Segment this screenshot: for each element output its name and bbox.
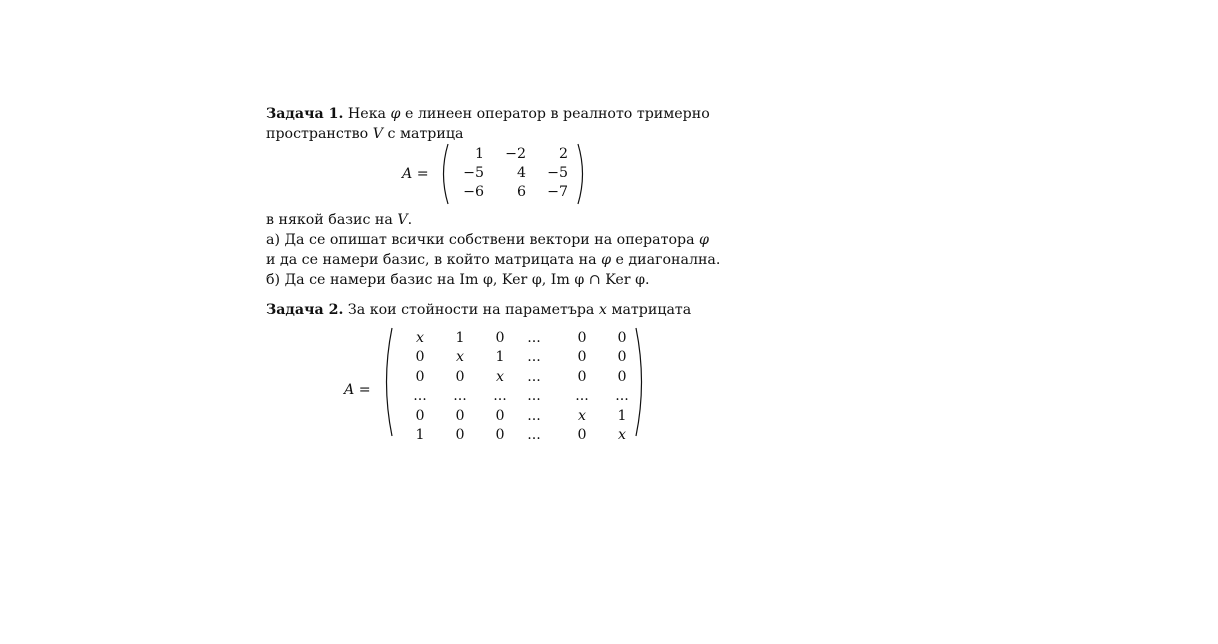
matrix-2-cell: ... [493,388,507,405]
matrix-2-cell: 0 [415,349,425,366]
matrix-1-label: A = [402,166,429,182]
p1-text: и да се намери базис, в който матрицата на [266,252,597,268]
matrix-1-left-paren [438,142,450,206]
p1-line-2 [266,124,736,144]
phi-symbol: φ [699,232,709,248]
matrix-2-cell: x [455,349,464,366]
matrix-1-cell: 1 [474,146,484,162]
p1-part-b [266,270,736,290]
matrix-2-cell: ... [413,388,427,405]
matrix-1-cell: 4 [516,165,526,181]
matrix-2-cell: ... [527,407,541,424]
document [266,104,736,443]
matrix-2-cell: 1 [415,427,425,443]
matrix-1-cell: −7 [547,184,568,200]
p2-text: За кои стойности на параметъра [347,302,595,318]
p1-text: а) Да се опишат всички собствени вектори на оператора [266,232,695,248]
matrix-2-cell: x [415,330,424,346]
matrix-2-cell: 0 [577,330,587,346]
matrix-2-cell: 0 [415,407,425,424]
matrix-2-cell: 0 [455,407,465,424]
matrix-2-cell: 0 [455,427,465,443]
p1-text: е диагонална. [615,252,721,268]
matrix-1-cell: 6 [516,184,526,200]
matrix-1-cell: −5 [463,165,484,181]
matrix-2-cell: ... [527,427,541,443]
matrix-1-cell: −5 [547,165,568,181]
matrix-2-cell: ... [527,388,541,405]
matrix-2-cell: 0 [577,349,587,366]
p2-heading: Задача 2. [266,302,344,318]
p1-text: е линеен оператор в реалното тримерно [405,106,710,122]
matrix-2-cell: ... [527,330,541,346]
period: . [407,212,413,228]
matrix-2-cell: 0 [415,368,425,385]
p1-text: б) Да се намери базис на Im φ, Ker φ, Im φ ∩ Ker φ. [266,272,650,288]
matrix-2-cell: ... [453,388,467,405]
matrix-2-cell: 0 [577,368,587,385]
matrix-2-cell: 1 [617,407,627,424]
matrix-2 [266,320,736,443]
p2-line-1 [266,300,736,320]
matrix-2-cell: ... [527,368,541,385]
phi-symbol: φ [601,252,611,268]
p1-line-1 [266,104,736,124]
matrix-2-cell: 0 [617,368,627,385]
matrix-2-cell: 0 [617,330,627,346]
matrix-1 [266,144,736,210]
matrix-2-cell: 0 [617,349,627,366]
matrix-2-cell: 0 [495,427,505,443]
matrix-2-cell: ... [527,349,541,366]
matrix-2-cell: x [617,427,626,443]
matrix-2-cell: 1 [455,330,465,346]
p1-text: с матрица [387,126,464,142]
p1-text: пространство [266,126,369,142]
matrix-2-cell: x [495,368,504,385]
matrix-2-cell: x [577,407,586,424]
matrix-2-cell: ... [615,388,629,405]
matrix-1-cell: −2 [505,146,526,162]
matrix-2-cell: 0 [495,330,505,346]
x-symbol: x [598,302,607,318]
v-symbol: V [372,126,383,142]
phi-symbol: φ [390,106,401,122]
matrix-2-cell: 1 [495,349,505,366]
p1-text: в някой базис на [266,212,393,228]
matrix-2-left-paren [380,326,394,438]
matrix-2-label: A = [344,382,371,398]
matrix-2-cell: 0 [495,407,505,424]
matrix-2-cell: 0 [455,368,465,385]
p2-text: матрицата [611,302,692,318]
matrix-1-right-paren [576,142,588,206]
p1-part-a-line-2 [266,250,736,270]
matrix-2-cell: 0 [577,427,587,443]
matrix-2-cell: ... [575,388,589,405]
p1-part-a-line-1 [266,230,736,250]
p1-text: Нека [347,106,387,122]
matrix-1-cell: 2 [558,146,568,162]
matrix-1-cell: −6 [463,184,484,200]
p1-line-3 [266,210,736,230]
v-symbol: V [397,212,408,228]
p1-heading: Задача 1. [266,106,344,122]
